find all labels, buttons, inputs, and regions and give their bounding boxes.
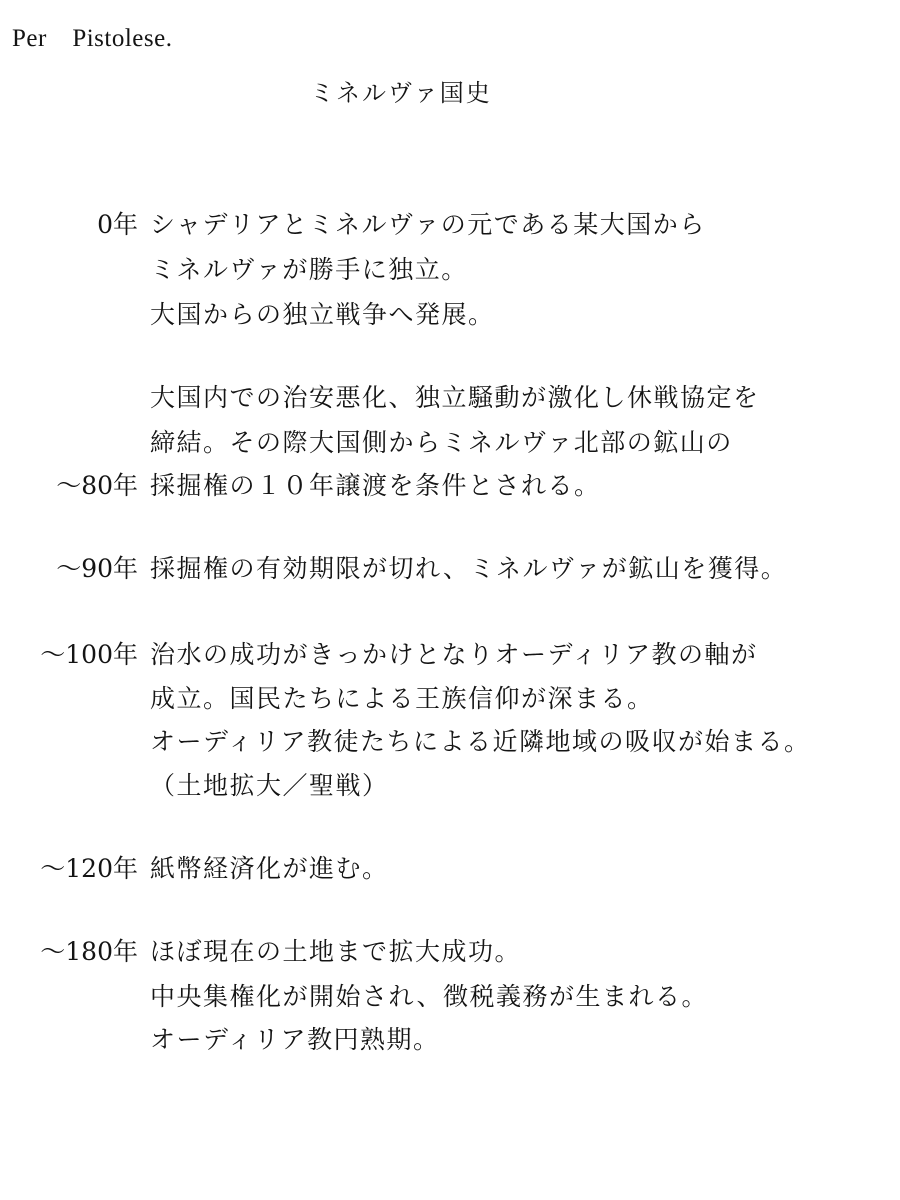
timeline-line <box>0 679 900 725</box>
timeline-line <box>0 295 900 341</box>
timeline-line <box>0 250 900 296</box>
timeline-line <box>0 977 900 1023</box>
year-label: ～120年 <box>40 854 138 883</box>
timeline-line <box>0 205 900 251</box>
year-label: ～80年 <box>56 471 138 500</box>
timeline-line <box>0 635 900 681</box>
line-text: 紙幣経済化が進む。 <box>150 854 389 883</box>
line-text: 採掘権の有効期限が切れ、ミネルヴァが鉱山を獲得。 <box>150 554 788 583</box>
line-text: オーディリア教円熟期。 <box>150 1025 440 1054</box>
line-text: 治水の成功がきっかけとなりオーディリア教の軸が <box>150 640 758 669</box>
line-text: 成立。国民たちによる王族信仰が深まる。 <box>150 684 654 713</box>
year-label: ～90年 <box>56 554 138 583</box>
timeline-line <box>0 849 900 895</box>
line-text: 中央集権化が開始され、徴税義務が生まれる。 <box>150 982 709 1011</box>
line-text: 採掘権の１０年譲渡を条件とされる。 <box>150 471 601 500</box>
year-label: 0年 <box>97 210 138 239</box>
line-text: オーディリア教徒たちによる近隣地域の吸収が始まる。 <box>150 727 811 756</box>
line-text: 締結。その際大国側からミネルヴァ北部の鉱山の <box>150 428 733 457</box>
line-text: ミネルヴァが勝手に独立。 <box>150 255 468 284</box>
line-text: （土地拡大／聖戦） <box>150 771 389 800</box>
year-label: ～180年 <box>40 937 138 966</box>
document-title: ミネルヴァ国史 <box>310 79 492 107</box>
timeline-line <box>0 378 900 424</box>
line-text: 大国からの独立戦争へ発展。 <box>150 300 495 329</box>
line-text: 大国内での治安悪化、独立騒動が激化し休戦協定を <box>150 383 760 412</box>
year-label: ～100年 <box>40 640 138 669</box>
timeline-line <box>0 1020 900 1066</box>
timeline-line <box>0 466 900 512</box>
timeline-line <box>0 549 900 595</box>
line-text: ほぼ現在の土地まで拡大成功。 <box>150 937 522 966</box>
timeline-line <box>0 722 900 768</box>
timeline-line <box>0 932 900 978</box>
author-line: Per Pistolese. <box>12 25 173 52</box>
timeline-line <box>0 766 900 812</box>
timeline-line <box>0 423 900 469</box>
line-text: シャデリアとミネルヴァの元である某大国から <box>150 210 706 239</box>
